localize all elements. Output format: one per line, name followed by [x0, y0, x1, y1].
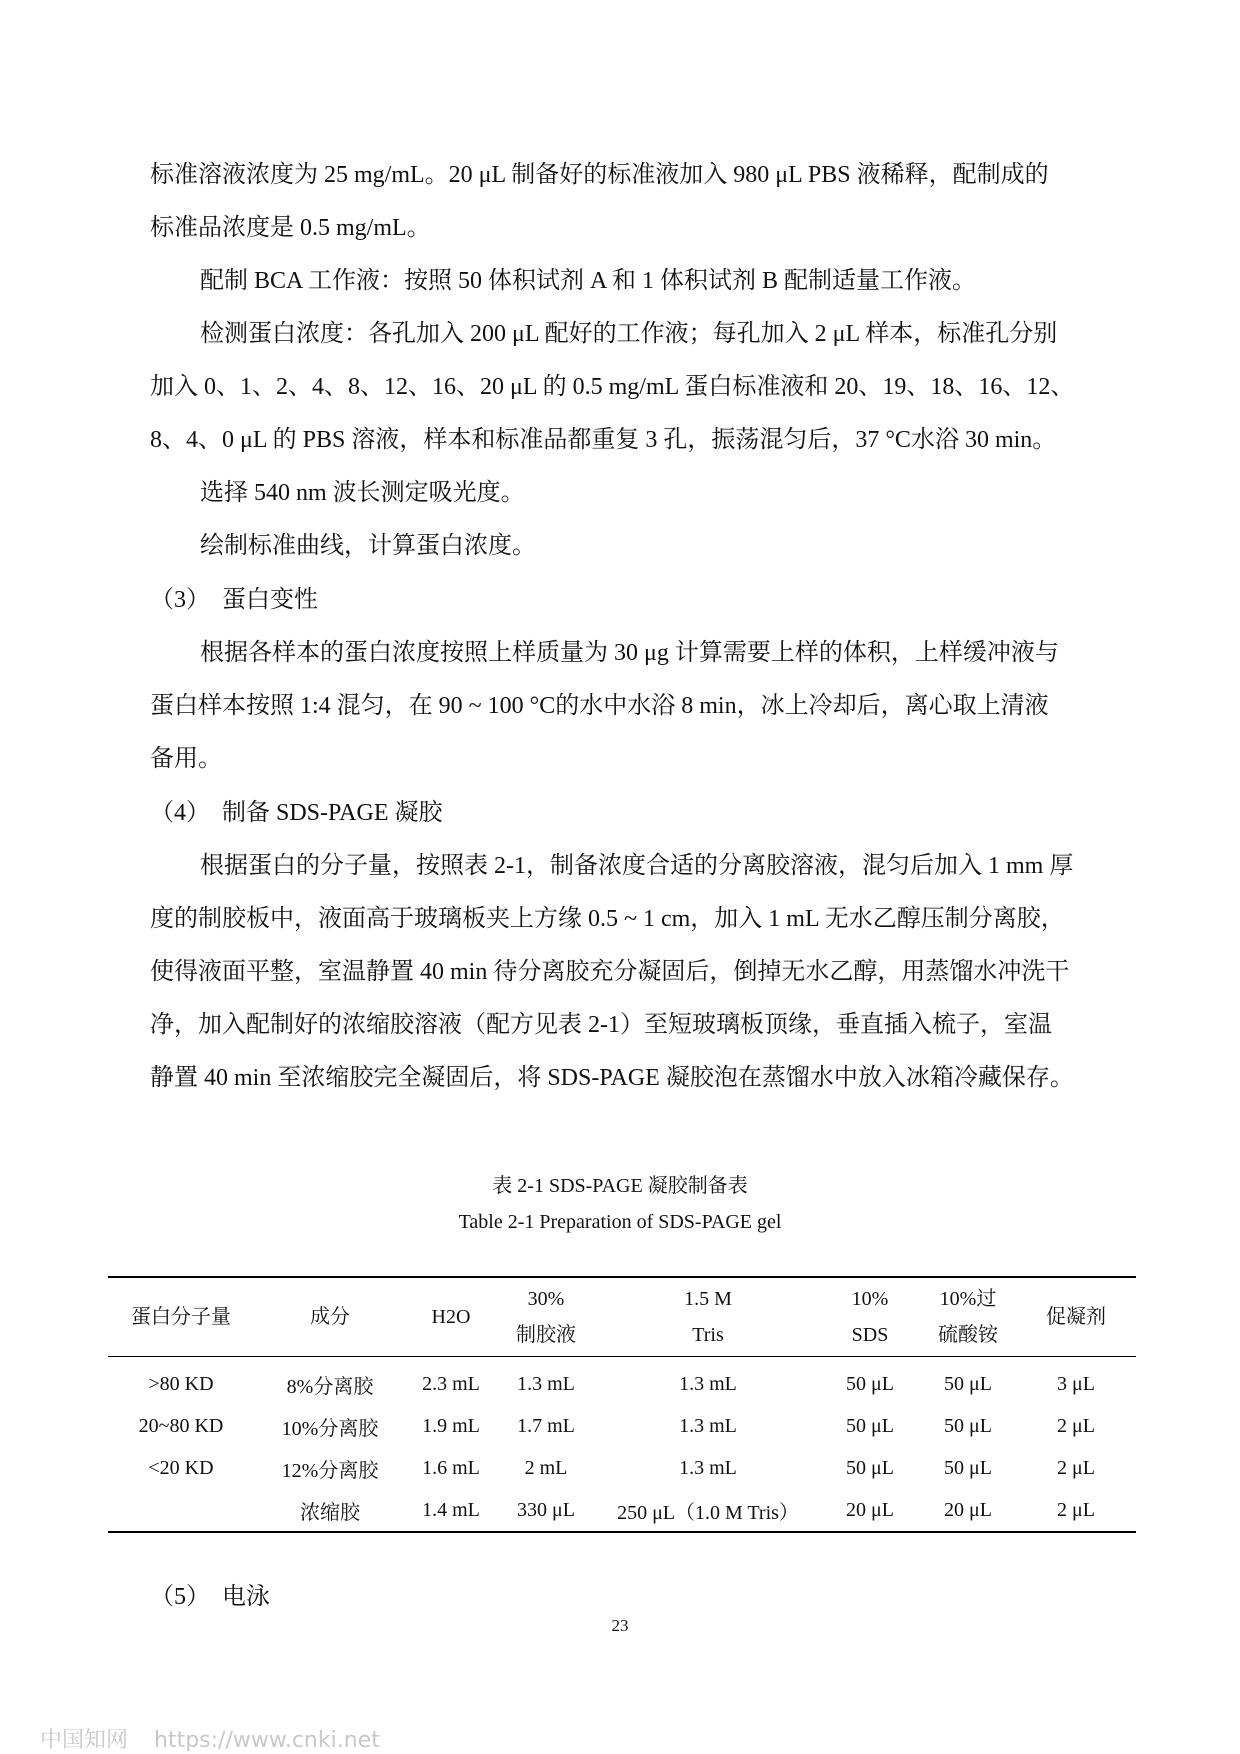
table-cell: 2 μL [1057, 1414, 1095, 1437]
header-cell: H2O [431, 1306, 471, 1328]
table-cell: 330 μL [517, 1498, 575, 1521]
table-cell: 20~80 KD [138, 1414, 224, 1437]
table-cell: 20 μL [944, 1498, 992, 1521]
section-heading-5: （5） 电泳 [150, 1584, 270, 1610]
table-caption-en: Table 2-1 Preparation of SDS-PAGE gel [458, 1211, 782, 1233]
body-line: 使得液面平整，室温静置 40 min 待分离胶充分凝固后，倒掉无水乙醇，用蒸馏水冲洗干 [150, 959, 1070, 985]
body-line: 备用。 [150, 746, 222, 772]
table-cell: >80 KD [148, 1372, 214, 1395]
body-line: 根据蛋白的分子量，按照表 2-1，制备浓度合适的分离胶溶液，混匀后加入 1 mm 厚 [200, 853, 1074, 879]
table-cell [108, 1489, 254, 1532]
table-row [108, 1405, 1136, 1447]
body-line: 净，加入配制好的浓缩胶溶液（配方见表 2-1）至短玻璃板顶缘，垂直插入梳子，室温 [150, 1012, 1052, 1038]
body-line: 配制 BCA 工作液：按照 50 体积试剂 A 和 1 体积试剂 B 配制适量工作液。 [200, 268, 977, 294]
body-line: 标准溶液浓度为 25 mg/mL。20 μL 制备好的标准液加入 980 μL PBS 液稀释，配制成的 [150, 162, 1049, 188]
table-cell: 1.9 mL [422, 1414, 480, 1437]
table-cell: 50 μL [846, 1414, 894, 1437]
cnki-watermark [40, 1723, 380, 1754]
header-cell: 促凝剂 [1046, 1306, 1106, 1328]
watermark-url: https://www.cnki.net [154, 1728, 380, 1753]
page-number: 23 [611, 1616, 629, 1635]
body-line: 静置 40 min 至浓缩胶完全凝固后，将 SDS-PAGE 凝胶泡在蒸馏水中放入冰箱冷藏保存。 [150, 1065, 1074, 1091]
table-cell: 8%分离胶 [286, 1375, 374, 1398]
table-cell: 50 μL [944, 1372, 992, 1395]
header-cell: 10%过 硫酸铵 [938, 1288, 998, 1346]
table-cell: 1.7 mL [517, 1414, 575, 1437]
table-cell: 浓缩胶 [300, 1501, 360, 1524]
table-row [108, 1447, 1136, 1489]
section-heading-4: （4） 制备 SDS-PAGE 凝胶 [150, 800, 443, 826]
table-cell: <20 KD [148, 1456, 214, 1479]
table-cell: 2 μL [1057, 1456, 1095, 1479]
table-cell: 2 mL [524, 1456, 568, 1479]
table-cell: 1.3 mL [679, 1456, 737, 1479]
header-cell: 10% SDS [851, 1288, 889, 1346]
table-cell: 50 μL [846, 1456, 894, 1479]
table-cell: 1.3 mL [679, 1372, 737, 1395]
body-line: 绘制标准曲线，计算蛋白浓度。 [200, 533, 536, 559]
table-cell: 10%分离胶 [281, 1417, 379, 1440]
watermark-brand: 中国知网 [40, 1728, 129, 1753]
table-cell: 1.3 mL [517, 1372, 575, 1395]
table-cell: 2 μL [1057, 1498, 1095, 1521]
header-cell: 30% 制胶液 [516, 1288, 576, 1346]
table-cell: 1.4 mL [422, 1498, 480, 1521]
body-line: 标准品浓度是 0.5 mg/mL。 [150, 215, 431, 241]
gel-preparation-table [108, 1276, 1136, 1533]
table-row [108, 1489, 1136, 1532]
body-line: 检测蛋白浓度：各孔加入 200 μL 配好的工作液；每孔加入 2 μL 样本，标准孔分别 [200, 321, 1058, 347]
body-line: 选择 540 nm 波长测定吸光度。 [200, 480, 525, 506]
table-cell: 50 μL [944, 1414, 992, 1437]
table-cell: 1.6 mL [422, 1456, 480, 1479]
table-cell: 50 μL [944, 1456, 992, 1479]
body-line: 根据各样本的蛋白浓度按照上样质量为 30 μg 计算需要上样的体积，上样缓冲液与 [200, 640, 1059, 666]
table-header-row [108, 1277, 1136, 1357]
body-line: 蛋白样本按照 1:4 混匀，在 90 ~ 100 °C的水中水浴 8 min，冰上冷却后，离心取上清液 [150, 693, 1049, 719]
section-heading-3: （3） 蛋白变性 [150, 587, 318, 613]
header-cell: 成分 [310, 1306, 350, 1328]
table-cell: 3 μL [1057, 1372, 1095, 1395]
table-caption-cn: 表 2-1 SDS-PAGE 凝胶制备表 [492, 1175, 748, 1197]
header-cell: 蛋白分子量 [131, 1306, 231, 1328]
table-cell: 12%分离胶 [281, 1459, 379, 1482]
table-cell: 250 μL（1.0 M Tris） [617, 1501, 799, 1524]
table-row [108, 1357, 1136, 1406]
table-cell: 20 μL [846, 1498, 894, 1521]
body-line: 度的制胶板中，液面高于玻璃板夹上方缘 0.5 ~ 1 cm，加入 1 mL 无水乙醇压制分离胶， [150, 906, 1065, 932]
table-cell: 2.3 mL [422, 1372, 480, 1395]
table-cell: 1.3 mL [679, 1414, 737, 1437]
header-cell: 1.5 M Tris [684, 1288, 732, 1346]
body-line: 8、4、0 μL 的 PBS 溶液，样本和标准品都重复 3 孔，振荡混匀后，37 °C水浴 30 min。 [150, 427, 1057, 453]
table-cell: 50 μL [846, 1372, 894, 1395]
body-line: 加入 0、1、2、4、8、12、16、20 μL 的 0.5 mg/mL 蛋白标准液和 20、19、18、16、12、 [150, 374, 1075, 400]
